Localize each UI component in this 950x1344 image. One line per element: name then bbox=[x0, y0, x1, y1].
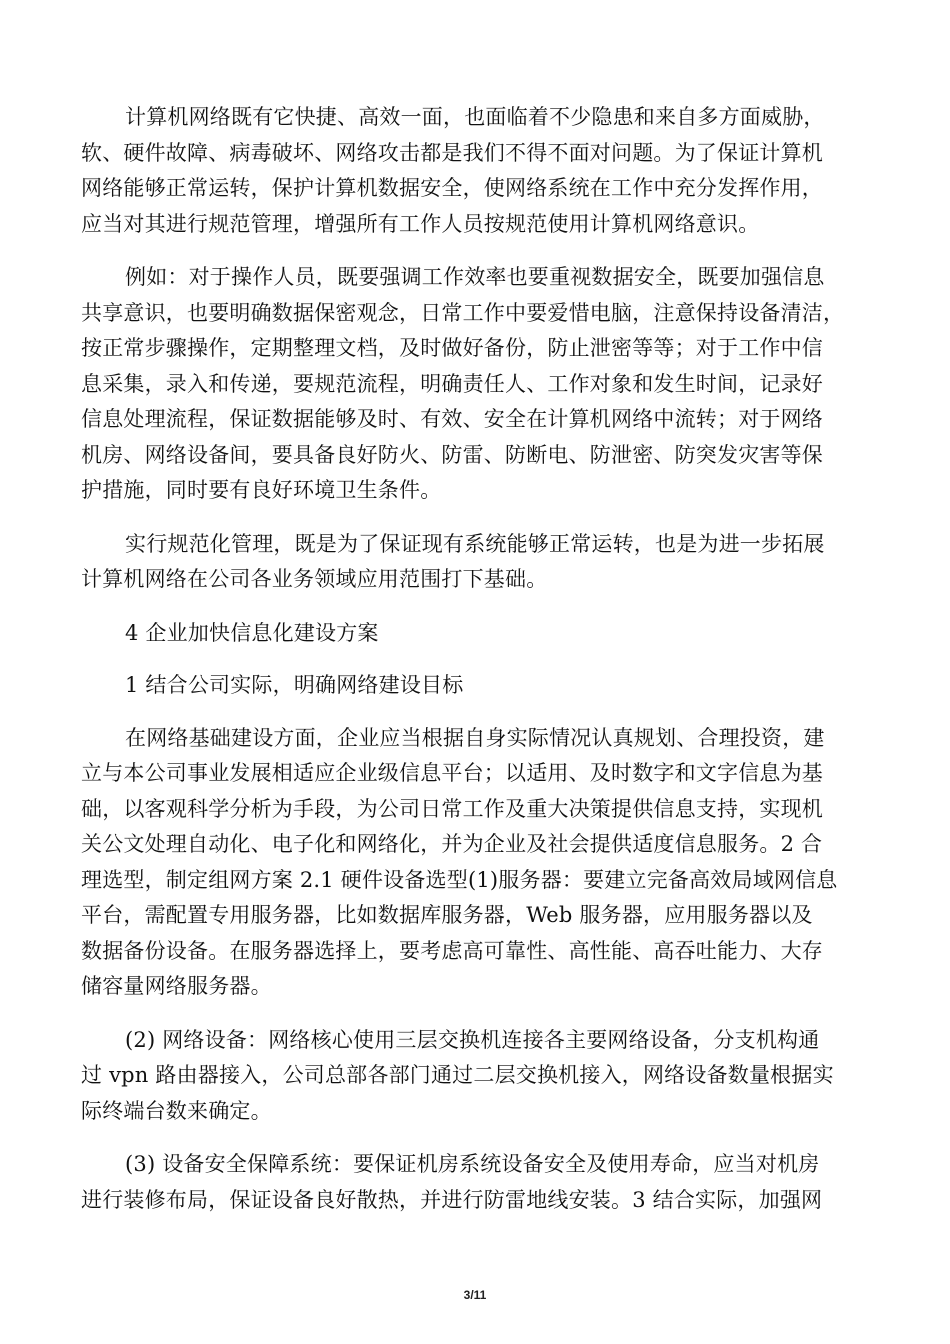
subsection-heading: 1 结合公司实际，明确网络建设目标 bbox=[125, 673, 464, 697]
page-number: 3/11 bbox=[463, 1288, 487, 1302]
paragraph-infrastructure: 在网络基础建设方面，企业应当根据自身实际情况认真规划、合理投资，建 立与本公司事业发展相适应企业级信息平台；以适用、及时数字和文字信息为基 础，以客观科学分析为手段，为公司日常工作及重大决策提供信息支持，实现机 关公文处理自动化、电子化和网络化，并为企业及社会提供适度信息服务。2 合 理选型，制定组网方案 2.1 硬件设备选型(1)服务器：要建立完备高效局域网信息 平台，需配置专用服务器，比如数据库服务器，Web 服务器，应用服务器以及 数据备份设备。在服务器选择上，要考虑高可靠性、高性能、高吞吐能力、大存 储容量网络服务器。 bbox=[81, 725, 838, 998]
paragraph-operator-example: 例如：对于操作人员，既要强调工作效率也要重视数据安全，既要加强信息 共享意识，也要明确数据保密观念，日常工作中要爱惜电脑，注意保持设备清洁， 按正常步骤操作，定期整理文档，及时做好备份，防止泄密等等；对于工作中信 息采集，录入和传递，要规范流程，明确责任人、工作对象和发生时间，记录好 信息处理流程，保证数据能够及时、有效、安全在计算机网络中流转；对于网络 机房、网络设备间，要具备良好防火、防雷、防断电、防泄密、防突发灾害等保 护措施，同时要有良好环境卫生条件。 bbox=[81, 265, 845, 502]
paragraph-equipment-security: (3) 设备安全保障系统：要保证机房系统设备安全及使用寿命，应当对机房 进行装修布局，保证设备良好散热，并进行防雷地线安装。3 结合实际，加强网 bbox=[81, 1152, 823, 1212]
paragraph-network-risks: 计算机网络既有它快捷、高效一面，也面临着不少隐患和来自多方面威胁， 软、硬件故障、病毒破坏、网络攻击都是我们不得不面对问题。为了保证计算机 网络能够正常运转，保护计算机数据安全，使网络系统在工作中充分发挥作用， 应当对其进行规范管理，增强所有工作人员按规范使用计算机网络意识。 bbox=[81, 105, 825, 236]
paragraph-standardized-management: 实行规范化管理，既是为了保证现有系统能够正常运转，也是为进一步拓展 计算机网络在公司各业务领域应用范围打下基础。 bbox=[81, 531, 825, 591]
section-heading: 4 企业加快信息化建设方案 bbox=[125, 620, 379, 645]
document-body bbox=[81, 100, 871, 1236]
paragraph-network-equipment: (2) 网络设备：网络核心使用三层交换机连接各主要网络设备，分支机构通 过 vpn 路由器接入，公司总部各部门通过二层交换机接入，网络设备数量根据实 际终端台数来确定。 bbox=[81, 1027, 834, 1123]
